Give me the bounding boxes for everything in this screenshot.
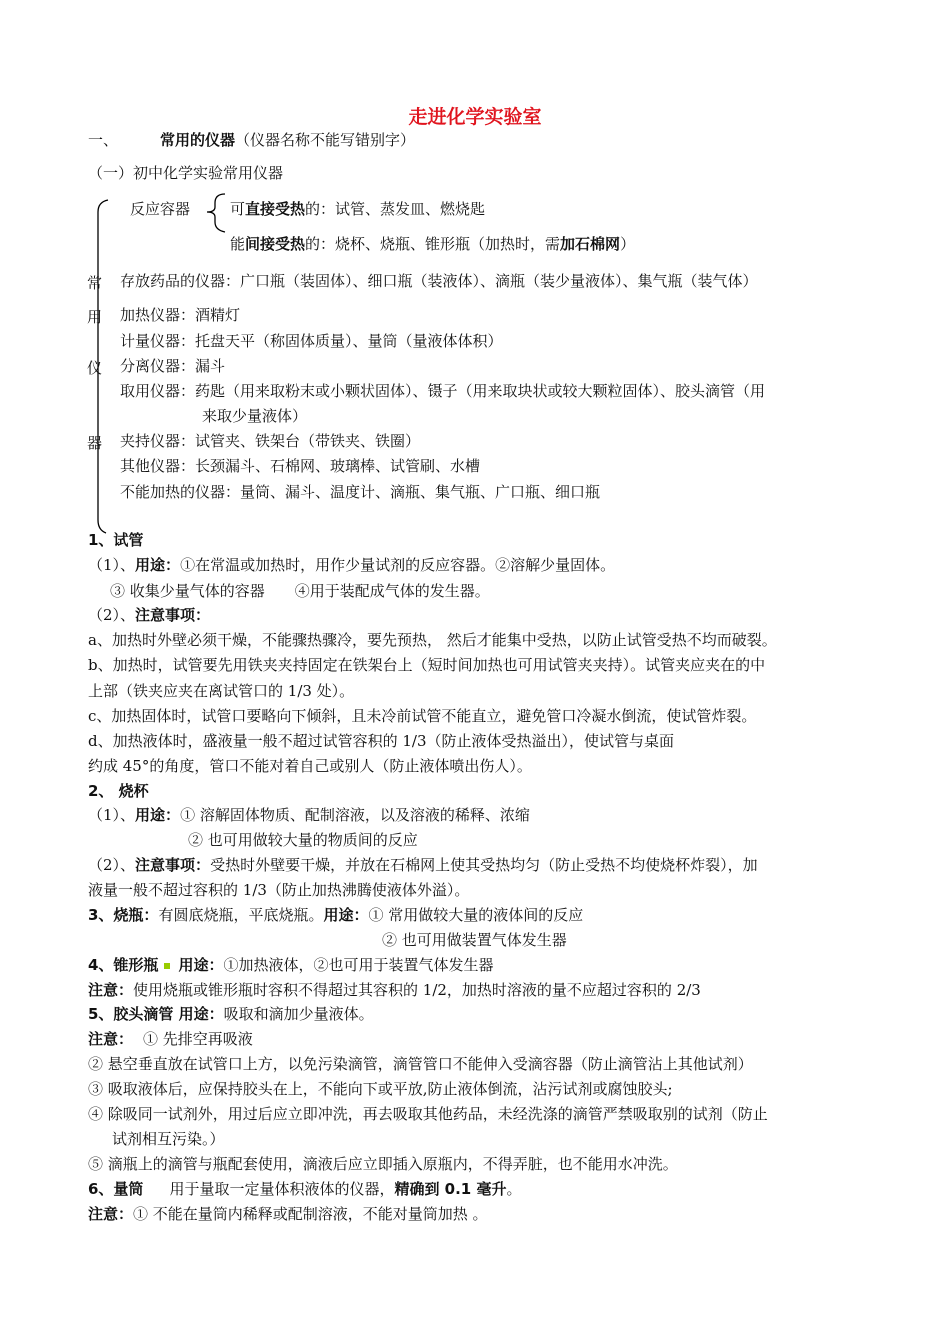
section-note: （仪器名称不能写错别字）	[235, 131, 416, 149]
test-tube-note-b: b、加热时，试管要先用铁夹夹持固定在铁架台上（短时间加热也可用试管夹夹持）。试管夹应夹在的中	[88, 656, 766, 674]
separating-instruments: 分离仪器：漏斗	[120, 357, 226, 375]
vertical-char: 用	[87, 308, 103, 326]
flask-line: 3、烧瓶：有圆底烧瓶，平底烧瓶。用途：① 常用做较大量的液体间的反应	[88, 906, 584, 924]
heating-instruments: 加热仪器：酒精灯	[120, 306, 241, 324]
dropper-line: 5、胶头滴管 用途：吸取和滴加少量液体。	[88, 1005, 374, 1023]
subsection-title: （一）初中化学实验常用仪器	[88, 164, 284, 182]
beaker-note: （2）、注意事项：受热时外壁要干燥，并放在石棉网上使其受热均匀（防止受热不均使烧杯炸裂），加	[88, 856, 758, 874]
taking-instruments: 取用仪器：药匙（用来取粉末或小颗状固体）、镊子（用来取块状或较大颗粒固体）、胶头滴管（用	[120, 382, 766, 400]
section-number: 一、	[88, 131, 119, 149]
vertical-char: 仪	[87, 359, 103, 377]
flask-use-cont: ② 也可用做装置气体发生器	[382, 931, 567, 949]
other-instruments: 其他仪器：长颈漏斗、石棉网、玻璃棒、试管刷、水槽	[120, 457, 481, 475]
non-heatable-instruments: 不能加热的仪器：量筒、漏斗、温度计、滴瓶、集气瓶、广口瓶、细口瓶	[120, 483, 601, 501]
taking-instruments-cont: 来取少量液体）	[202, 407, 308, 425]
dropper-note-4: ④ 除吸同一试剂外，用过后应立即冲洗，再去吸取其他药品，未经洗涤的滴管严禁吸取别的试剂（防止	[88, 1105, 768, 1123]
direct-heating-line: 可直接受热的：试管、蒸发皿、燃烧匙	[230, 200, 486, 218]
holding-instruments: 夹持仪器：试管夹、铁架台（带铁夹、铁圈）	[120, 432, 421, 450]
test-tube-use: （1）、用途：①在常温或加热时，用作少量试剂的反应容器。②溶解少量固体。	[88, 556, 616, 574]
conical-flask-note: 注意：使用烧瓶或锥形瓶时容积不得超过其容积的 1/2，加热时溶液的量不应超过容积的 2/3	[88, 981, 701, 999]
cylinder-note: 注意：① 不能在量筒内稀释或配制溶液，不能对量筒加热 。	[88, 1205, 488, 1223]
conical-flask-line: 4、锥形瓶 用途：①加热液体，②也可用于装置气体发生器	[88, 956, 494, 974]
storage-instruments: 存放药品的仪器：广口瓶（装固体）、细口瓶（装液体）、滴瓶（装少量液体）、集气瓶（装气体）	[120, 272, 758, 290]
test-tube-note-d-cont: 约成 45°的角度，管口不能对着自己或别人（防止液体喷出伤人）。	[88, 757, 532, 775]
dropper-note-3: ③ 吸取液体后，应保持胶头在上，不能向下或平放,防止液体倒流，沾污试剂或腐蚀胶头;	[88, 1080, 673, 1098]
dropper-note-2: ② 悬空垂直放在试管口上方，以免污染滴管，滴管管口不能伸入受滴容器（防止滴管沾上其他试剂）	[88, 1055, 753, 1073]
cylinder-line: 6、量筒 用于量取一定量体积液体的仪器，精确到 0.1 毫升。	[88, 1180, 522, 1198]
beaker-use-cont: ② 也可用做较大量的物质间的反应	[188, 831, 418, 849]
reaction-container-label: 反应容器	[130, 200, 191, 218]
test-tube-note-c: c、加热固体时，试管口要略向下倾斜，且未冷前试管不能直立，避免管口冷凝水倒流，使试管炸裂。	[88, 707, 757, 725]
test-tube-heading: 1、试管	[88, 531, 144, 549]
test-tube-note-b-cont: 上部（铁夹应夹在离试管口的 1/3 处）。	[88, 682, 355, 700]
test-tube-notes-heading: （2）、注意事项：	[88, 606, 211, 624]
beaker-note-cont: 液量一般不超过容积的 1/3（防止加热沸腾使液体外溢）。	[88, 881, 470, 899]
vertical-char: 器	[87, 434, 103, 452]
measuring-instruments: 计量仪器：托盘天平（称固体质量）、量筒（量液体体积）	[120, 332, 503, 350]
vertical-char: 常	[87, 274, 103, 292]
dropper-note-1: 注意： ① 先排空再吸液	[88, 1030, 253, 1048]
dropper-note-4-cont: 试剂相互污染。）	[112, 1130, 225, 1148]
beaker-use: （1）、用途：① 溶解固体物质、配制溶液，以及溶液的稀释、浓缩	[88, 806, 530, 824]
indirect-heating-line: 能间接受热的：烧杯、烧瓶、锥形瓶（加热时，需加石棉网）	[230, 235, 636, 253]
section-head: 常用的仪器	[160, 131, 236, 149]
test-tube-note-a: a、加热时外壁必须干燥，不能骤热骤冷，要先预热， 然后才能集中受热，以防止试管受热不均而破裂。	[88, 631, 777, 649]
page-title: 走进化学实验室	[408, 106, 542, 128]
test-tube-note-d: d、加热液体时，盛液量一般不超过试管容积的 1/3（防止液体受热溢出），使试管与桌面	[88, 732, 675, 750]
beaker-heading: 2、 烧杯	[88, 782, 149, 800]
dropper-note-5: ⑤ 滴瓶上的滴管与瓶配套使用，滴液后应立即插入原瓶内，不得弄脏，也不能用水冲洗。	[88, 1155, 678, 1173]
reaction-brace	[207, 194, 225, 232]
test-tube-use-cont: ③ 收集少量气体的容器 ④用于装配成气体的发生器。	[110, 582, 490, 600]
